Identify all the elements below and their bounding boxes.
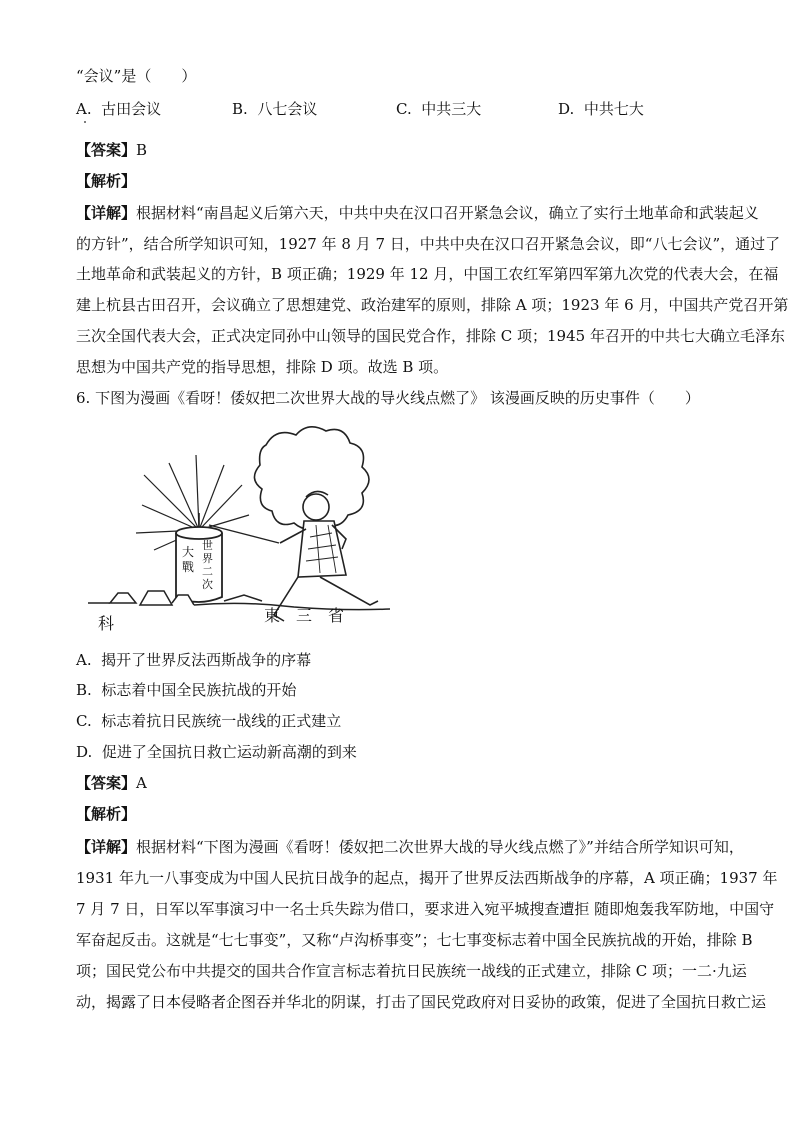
q6-detail-line-3: 7 月 7 日，日军以军事演习中一名士兵失踪为借口，要求进入宛平城搜查遭拒 随即炮轰我军防地，中国守 (76, 900, 775, 918)
q6-detail-line-6: 动，揭露了日本侵略者企图吞并华北的阴谋，打击了国民党政府对日妥协的政策，促进了全国抗日救亡运 (76, 993, 767, 1011)
ground-label-right: 東 三 省 (264, 606, 345, 625)
q5-option-c: C. 中共三大 (396, 100, 482, 118)
drum-text-left: 大戰 (182, 545, 195, 574)
q6-option-d: D. 促进了全国抗日救亡运动新高潮的到来 (76, 743, 357, 761)
q5-detail-line-4: 建上杭县古田召开，会议确立了思想建党、政治建军的原则，排除 A 项；1923 年 6 月，中国共产党召开第 (76, 296, 789, 314)
q5-detail-line-2: 的方针”，结合所学知识可知，1927 年 8 月 7 日，中共中央在汉口召开紧急会议，即“八七会议”，通过了 (76, 235, 781, 253)
q5-option-d: D. 中共七大 (558, 100, 644, 118)
q6-detail-line-1: 【详解】根据材料“下图为漫画《看呀！倭奴把二次世界大战的导火线点燃了》”并结合所学知识可知， (76, 838, 744, 856)
q6-answer: 【答案】A (76, 774, 147, 792)
q5-option-a: A. 古田会议 (76, 100, 162, 118)
q5-detail-line-5: 三次全国代表大会，正式决定同孙中山领导的国民党合作，排除 C 项；1945 年召开的中共七大确立毛泽东 (76, 327, 785, 345)
q6-option-c: C. 标志着抗日民族统一战线的正式建立 (76, 712, 342, 730)
q6-detail-line-2: 1931 年九一八事变成为中国人民抗日战争的起点，揭开了世界反法西斯战争的序幕，A 项正确；1937 年 (76, 869, 778, 887)
q6-analysis-label: 【解析】 (76, 805, 137, 823)
q5-detail-line-1: 【详解】根据材料“南昌起义后第六天，中共中央在汉口召开紧急会议，确立了实行土地革命和武装起义 (76, 204, 759, 222)
q5-stem-tail: “会议”是（ ） (76, 67, 197, 85)
q6-option-b: B. 标志着中国全民族抗战的开始 (76, 681, 297, 699)
q5-answer: 【答案】B (76, 141, 148, 159)
q6-detail-line-4: 军奋起反击。这就是“七七事变”，又称“卢沟桥事变”；七七事变标志着中国全民族抗战的开始，排除 B (76, 931, 753, 949)
q5-analysis-label: 【解析】 (76, 172, 137, 190)
q5-detail-line-6: 思想为中国共产党的指导思想，排除 D 项。故选 B 项。 (76, 358, 449, 376)
q5-detail-line-3: 土地革命和武装起义的方针，B 项正确；1929 年 12 月，中国工农红军第四军第九次党的代表大会，在福 (76, 265, 779, 283)
cartoon-image (84, 425, 390, 635)
q6-stem: 6. 下图为漫画《看呀！倭奴把二次世界大战的导火线点燃了》 该漫画反映的历史事件（ ） (76, 389, 700, 407)
ground-label-left: 科 (98, 614, 115, 633)
drum-text-right: 世界二次 (202, 539, 213, 591)
q6-detail-line-5: 项；国民党公布中共提交的国共合作宣言标志着抗日民族统一战线的正式建立，排除 C 项；一二·九运 (76, 962, 747, 980)
q5-option-b: B. 八七会议 (232, 100, 318, 118)
speck-mark (84, 121, 86, 123)
village-houses (88, 591, 390, 610)
q6-option-a: A. 揭开了世界反法西斯战争的序幕 (76, 651, 312, 669)
